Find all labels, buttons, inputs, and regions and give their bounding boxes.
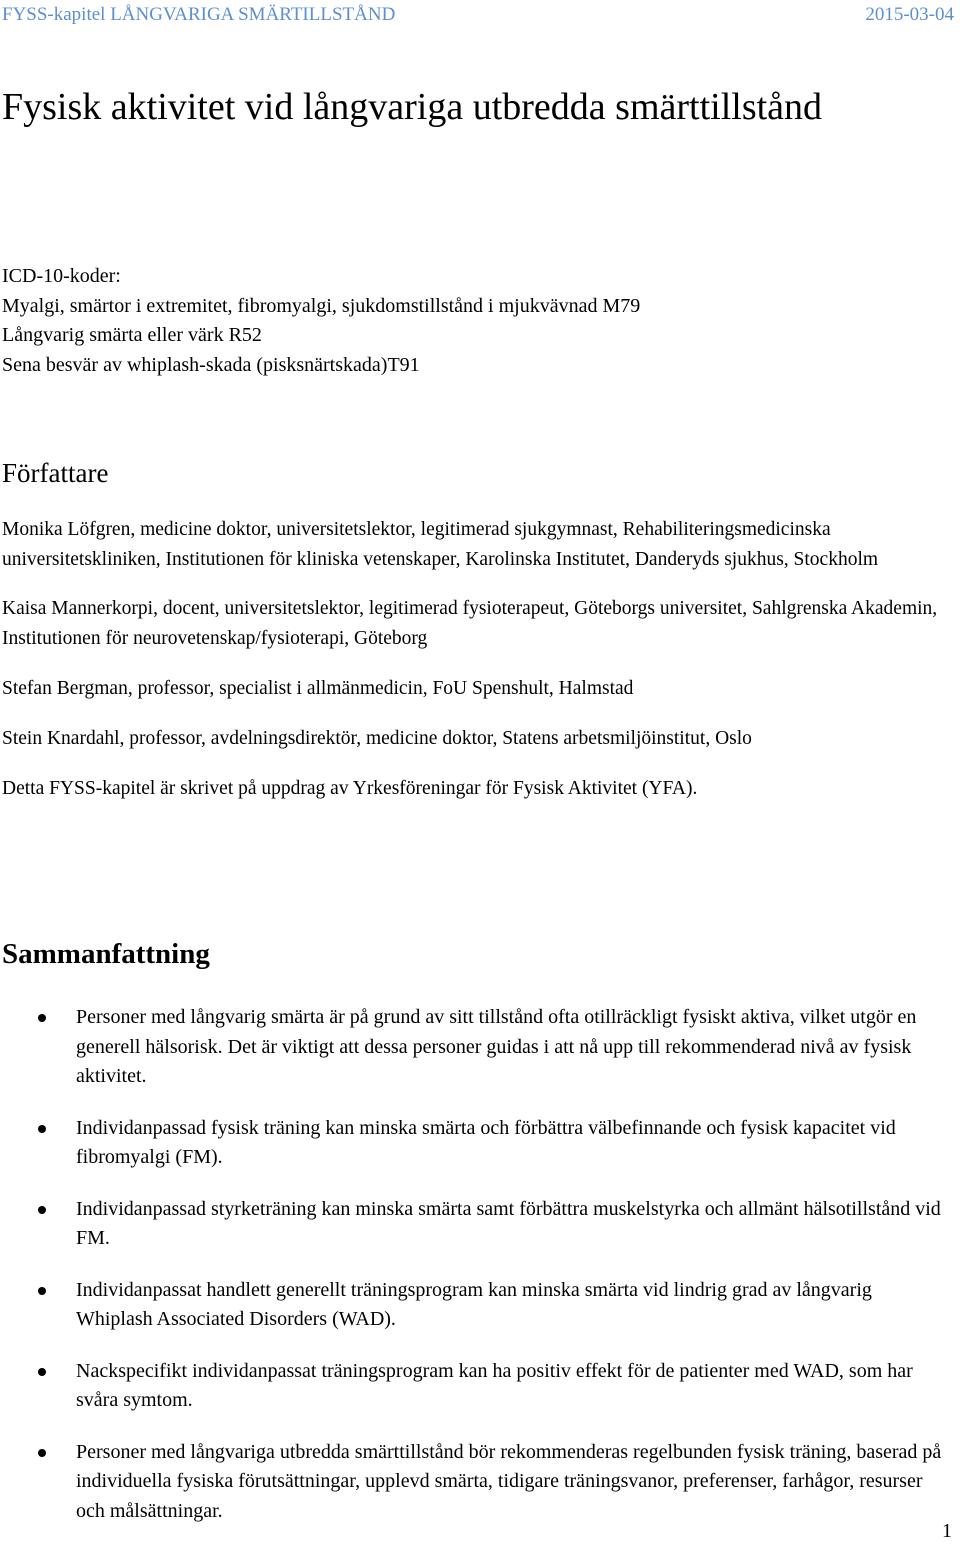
list-item-text: Nackspecifikt individanpassat träningsprogram kan ha positiv effekt för de patienter med WAD, som har svåra symtom. <box>76 1359 913 1411</box>
summary-heading: Sammanfattning <box>2 938 210 970</box>
document-title: Fysisk aktivitet vid långvariga utbredda smärttillstånd <box>2 86 823 128</box>
icd-heading: ICD-10-koder: <box>2 265 121 287</box>
page-number: 1 <box>942 1520 952 1542</box>
author-entry: Stein Knardahl, professor, avdelningsdirektör, medicine doktor, Statens arbetsmiljöinstitut, Oslo <box>2 727 752 749</box>
list-item-text: Individanpassad styrketräning kan minska smärta samt förbättra muskelstyrka och allmänt hälsotillstånd vid FM. <box>76 1197 941 1249</box>
list-item <box>0 1276 950 1335</box>
bullet-icon <box>38 1287 46 1295</box>
bullet-icon <box>38 1368 46 1376</box>
list-item-text: Individanpassat handlett generellt träningsprogram kan minska smärta vid lindrig grad av långvarig Whiplash Associated Disorders (WAD). <box>76 1278 872 1330</box>
list-item <box>0 1357 950 1416</box>
page-header <box>0 4 960 28</box>
header-chapter-title: FYSS-kapitel LÅNGVARIGA SMÄRTILLSTÅND <box>2 4 396 25</box>
list-item-text: Personer med långvariga utbredda smärttillstånd bör rekommenderas regelbunden fysisk träning, baserad på individuella fysiska förutsättningar, upplevd smärta, tidigare träningsvanor, preferenser, farhågor, resurser och målsättningar. <box>76 1440 942 1522</box>
icd-line: Sena besvär av whiplash-skada (pisksnärtskada)T91 <box>2 353 420 376</box>
icd-line: Myalgi, smärtor i extremitet, fibromyalgi, sjukdomstillstånd i mjukvävnad M79 <box>2 294 641 317</box>
summary-list <box>0 1003 950 1526</box>
list-item <box>0 1195 950 1254</box>
bullet-icon <box>38 1014 46 1022</box>
bullet-icon <box>38 1206 46 1214</box>
authors-heading: Författare <box>2 458 109 488</box>
list-item <box>0 1114 950 1173</box>
list-item-text: Individanpassad fysisk träning kan minska smärta och förbättra välbefinnande och fysisk kapacitet vid fibromyalgi (FM). <box>76 1116 896 1168</box>
authors-block <box>2 515 942 804</box>
author-entry: Monika Löfgren, medicine doktor, universitetslektor, legitimerad sjukgymnast, Rehabiliteringsmedicinska universitetskliniken, Institutionen för kliniska vetenskaper, Karolinska Institutet, Danderyds sjukhus, Stockholm <box>2 519 879 570</box>
bullet-icon <box>38 1449 46 1457</box>
author-entry: Kaisa Mannerkorpi, docent, universitetslektor, legitimerad fysioterapeut, Göteborgs universitet, Sahlgrenska Akademin, Institutionen för neurovetenskap/fysioterapi, Göteborg <box>2 598 938 649</box>
list-item <box>0 1003 950 1092</box>
bullet-icon <box>38 1125 46 1133</box>
header-date: 2015-03-04 <box>865 4 954 25</box>
list-item-text: Personer med långvarig smärta är på grund av sitt tillstånd ofta otillräckligt fysiskt aktiva, vilket utgör en generell hälsorisk. Det är viktigt att dessa personer guidas i att nå upp till rekommenderad nivå av fysisk aktivitet. <box>76 1006 917 1087</box>
icd-line: Långvarig smärta eller värk R52 <box>2 324 262 346</box>
commission-note: Detta FYSS-kapitel är skrivet på uppdrag av Yrkesföreningar för Fysisk Aktivitet (YFA). <box>2 778 698 799</box>
list-item <box>0 1438 950 1527</box>
icd-codes-block <box>2 262 640 380</box>
author-entry: Stefan Bergman, professor, specialist i allmänmedicin, FoU Spenshult, Halmstad <box>2 678 634 699</box>
